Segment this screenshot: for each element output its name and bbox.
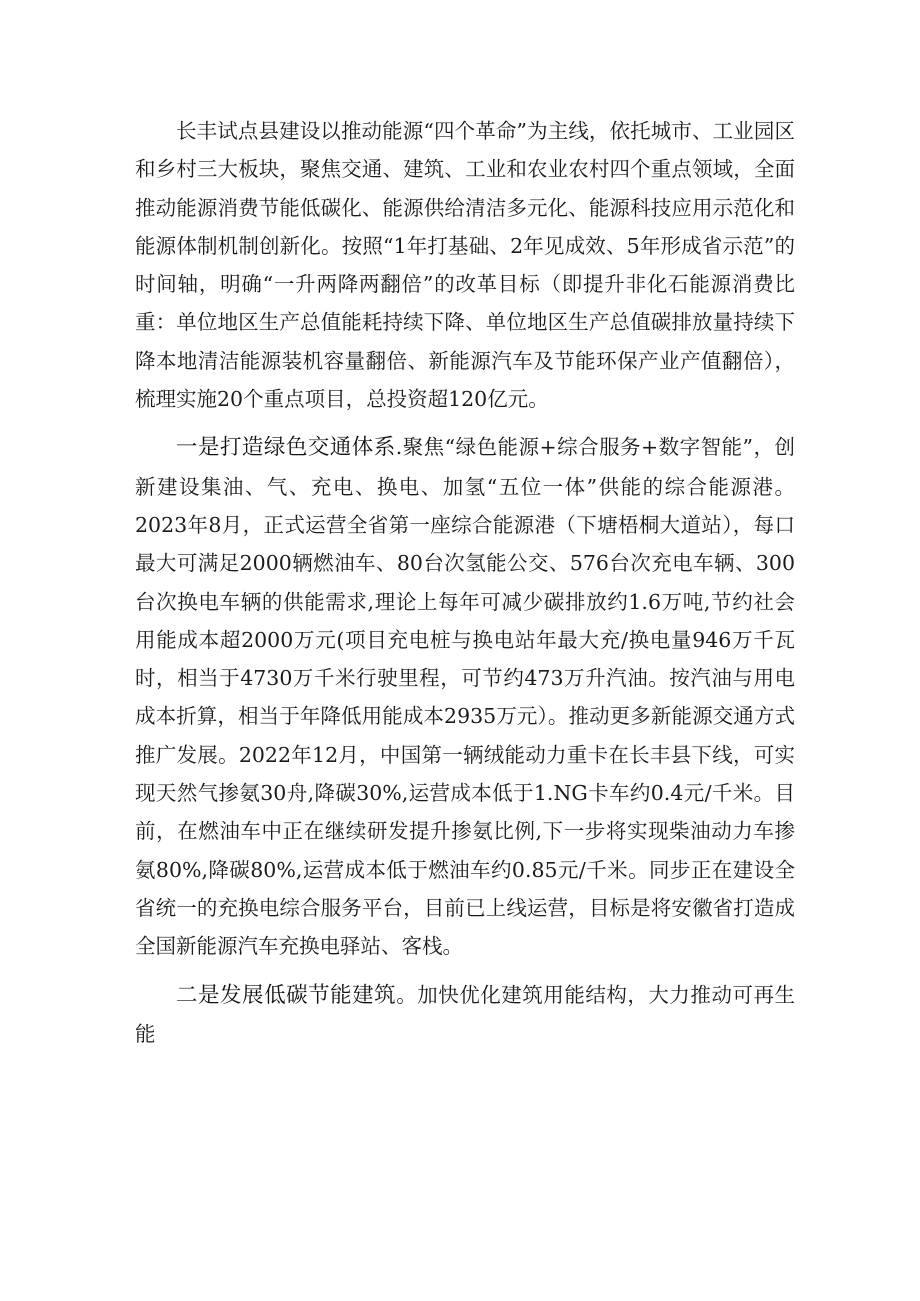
section-heading: 一是打造绿色交通体系 (176, 435, 396, 461)
paragraph-text: 长丰试点县建设以推动能源“四个革命”为主线，依托城市、工业园区和乡村三大板块，聚焦交通、建筑、工业和农业农村四个重点领域，全面推动能源消费节能低碳化、能源供给清洁多元化、能源科技应用示范化和能源体制机制创新化。按照“1年打基础、2年见成效、5年形成省示范”的时间轴，明确“一升两降两翻倍”的改革目标（即提升非化石能源消费比重：单位地区生产总值能耗持续下降、单位地区生产总值碳排放量持续下降本地清洁能源装机容量翻倍、新能源汽车及节能环保产业产值翻倍），梳理实施20个重点项目，总投资超120亿元。 (135, 119, 795, 412)
document-body (135, 112, 795, 1063)
paragraph-text: .聚焦“绿色能源+综合服务+数字智能”，创新建设集油、气、充电、换电、加氢“五位一体”供能的综合能源港。2023年8月，正式运营全省第一座综合能源港（下塘梧桐大道站），每口最大可满足2000辆燃油车、80台次氢能公交、576台次充电车辆、300台次换电车辆的供能需求,理论上每年可减少碳排放约1.6万吨,节约社会用能成本超2000万元(项目充电桩与换电站年最大充/换电量946万千瓦时，相当于4730万千米行驶里程，可节约473万升汽油。按汽油与用电成本折算，相当于年降低用能成本2935万元）。推动更多新能源交通方式推广发展。2022年12月，中国第一辆绒能动力重卡在长丰县下线，可实现天然气掺氨30舟,降碳30%,运营成本低于1.NG卡车约0.4元/千米。目前，在燃油车中正在继续研发提升掺氨比例,下一步将实现柴油动力车掺氨80%,降碳80%,运营成本低于燃油车约0.85元/千米。同步正在建设全省统一的充换电综合服务平台，目前已上线运营，目标是将安徽省打造成全国新能源汽车充换电驿站、客栈。 (135, 435, 795, 959)
paragraph-intro (135, 112, 795, 418)
paragraph-low-carbon-buildings (135, 976, 795, 1054)
paragraph-text: 。加快优化建筑用能结构，大力推动可再生能 (135, 982, 795, 1046)
section-heading: 二是发展低碳节能建筑 (176, 982, 397, 1008)
paragraph-green-transport (135, 428, 795, 965)
